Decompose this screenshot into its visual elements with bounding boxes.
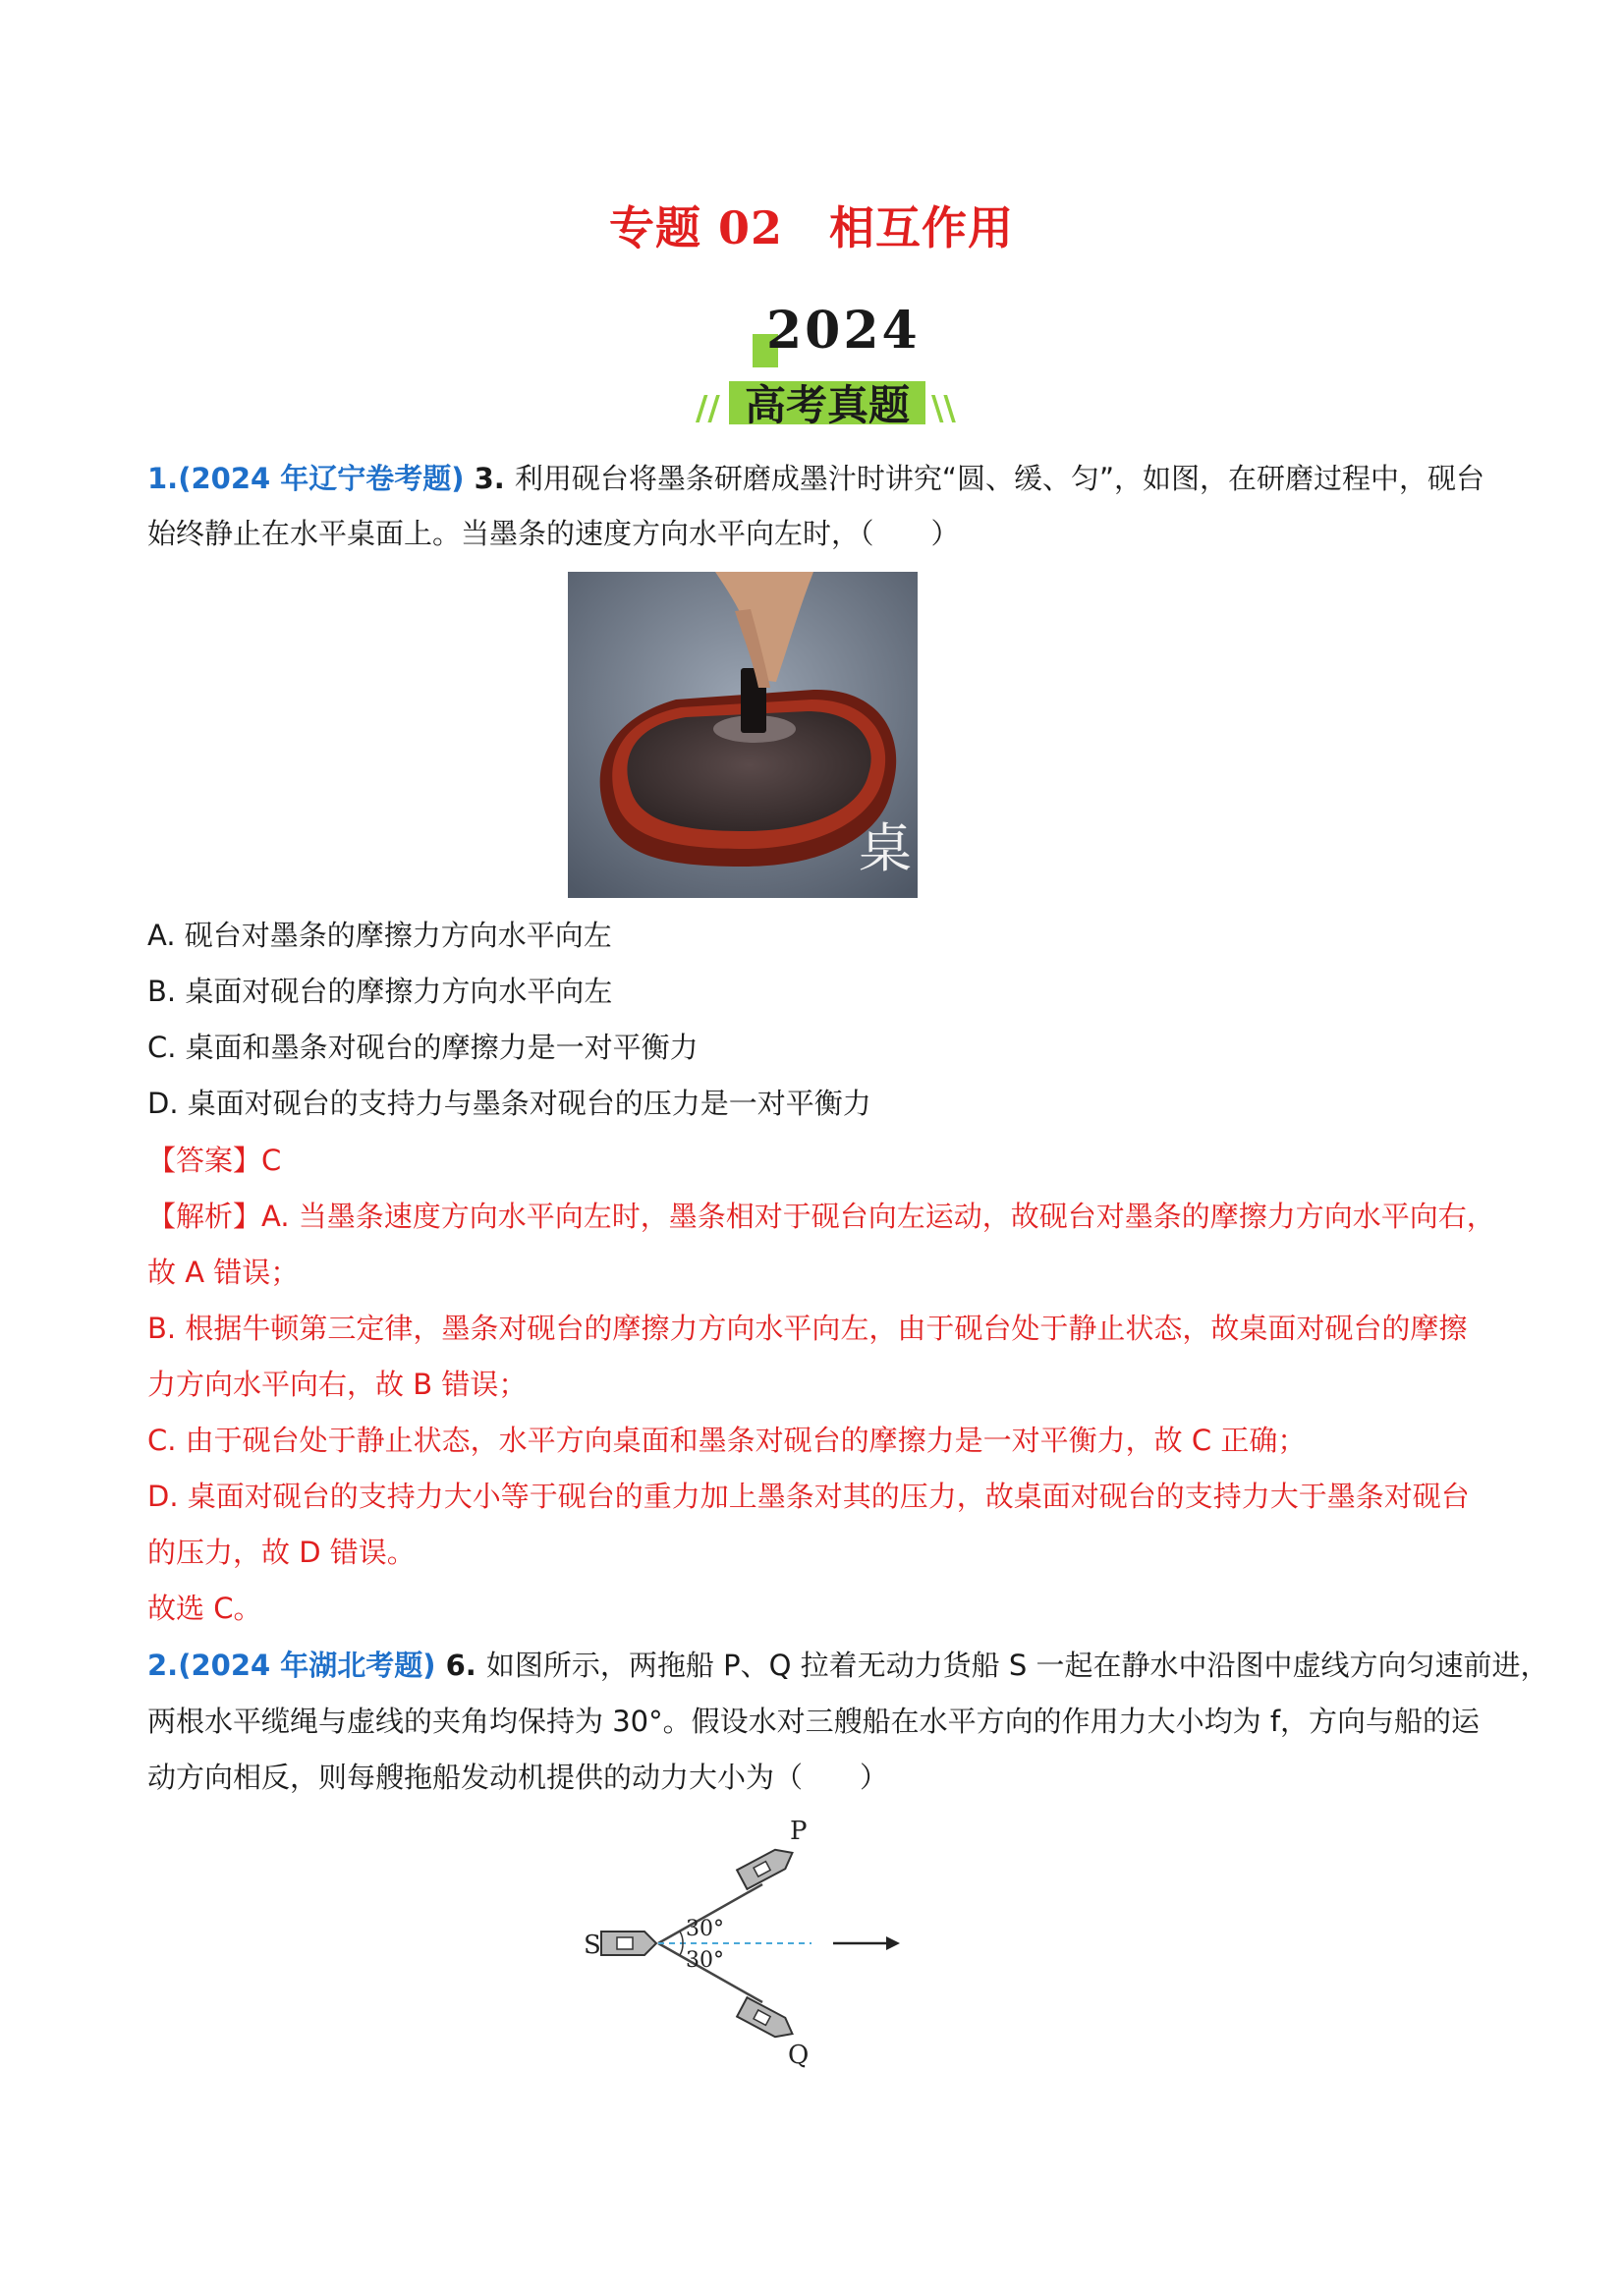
boat-q <box>737 1997 798 2044</box>
q2-question-no: 6. <box>435 1649 486 1682</box>
q2-source: (2024 年湖北考题) <box>178 1649 436 1682</box>
banner-slash-right: \\ <box>931 389 956 428</box>
boat-q-label: Q <box>788 2041 810 2070</box>
q1-analysis-line-8: 故选 C。 <box>147 1592 262 1625</box>
q2-stem-text-1: 如图所示，两拖船 P、Q 拉着无动力货船 S 一起在静水中沿图中虚线方向匀速前进， <box>485 1649 1549 1682</box>
q1-option-c: C. 桌面和墨条对砚台的摩擦力是一对平衡力 <box>147 1031 699 1064</box>
motion-arrowhead <box>886 1936 900 1950</box>
q1-analysis-line-2: 故 A 错误； <box>147 1256 300 1289</box>
inkstone-photo <box>568 572 918 898</box>
boat-p-label: P <box>790 1817 808 1846</box>
q1-option-a: A. 砚台对墨条的摩擦力方向水平向左 <box>147 919 612 952</box>
angle-top-label: 30° <box>686 1917 724 1941</box>
banner-slash-left: // <box>696 389 720 428</box>
boat-p <box>737 1843 798 1889</box>
tugboat-diagram <box>570 1806 923 2081</box>
q1-stem-line-1 <box>147 460 1503 497</box>
q1-analysis-line-1: 【解析】A. 当墨条速度方向水平向左时，墨条相对于砚台向左运动，故砚台对墨条的摩擦力方向水平向右， <box>147 1200 1495 1233</box>
year-banner <box>678 295 973 432</box>
q1-analysis-line-3: B. 根据牛顿第三定律，墨条对砚台的摩擦力方向水平向左，由于砚台处于静止状态，故桌面对砚台的摩擦 <box>147 1312 1468 1345</box>
inkstone-photo-caption: 桌 <box>859 817 912 879</box>
page-title: 专题 02 相互作用 <box>608 201 1015 254</box>
q1-option-b: B. 桌面对砚台的摩擦力方向水平向左 <box>147 975 613 1008</box>
q1-analysis-line-4: 力方向水平向右，故 B 错误； <box>147 1368 528 1401</box>
angle-bottom-label: 30° <box>686 1948 724 1973</box>
boat-s <box>601 1932 656 1955</box>
q1-analysis-line-7: 的压力，故 D 错误。 <box>147 1536 416 1569</box>
boat-s-label: S <box>584 1931 601 1960</box>
q1-option-d: D. 桌面对砚台的支持力与墨条对砚台的压力是一对平衡力 <box>147 1087 871 1120</box>
q2-stem-line-1 <box>147 1647 1549 1684</box>
q1-stem-line-2: 始终静止在水平桌面上。当墨条的速度方向水平向左时，（ ） <box>147 517 960 550</box>
angle-arc-bottom <box>680 1943 683 1955</box>
q2-number: 2. <box>147 1649 179 1682</box>
q1-number: 1. <box>147 462 179 495</box>
q1-question-no: 3. <box>464 462 515 495</box>
q1-answer: 【答案】C <box>147 1144 282 1177</box>
q1-analysis-line-6: D. 桌面对砚台的支持力大小等于砚台的重力加上墨条对其的压力，故桌面对砚台的支持力大于墨条对砚台 <box>147 1480 1470 1513</box>
banner-year: 2024 <box>766 301 921 361</box>
q2-stem-line-2: 两根水平缆绳与虚线的夹角均保持为 30°。假设水对三艘船在水平方向的作用力大小均为 f，方向与船的运 <box>147 1705 1481 1738</box>
banner-label: 高考真题 <box>744 381 910 429</box>
q1-analysis-line-5: C. 由于砚台处于静止状态，水平方向桌面和墨条对砚台的摩擦力是一对平衡力，故 C 正确； <box>147 1424 1307 1457</box>
q2-stem-line-3: 动方向相反，则每艘拖船发动机提供的动力大小为（ ） <box>147 1761 889 1794</box>
q1-stem-text-1: 利用砚台将墨条研磨成墨汁时讲究“圆、缓、匀”，如图，在研磨过程中，砚台 <box>514 462 1484 495</box>
angle-arc-top <box>680 1932 683 1943</box>
q1-source: (2024 年辽宁卷考题) <box>178 462 465 495</box>
